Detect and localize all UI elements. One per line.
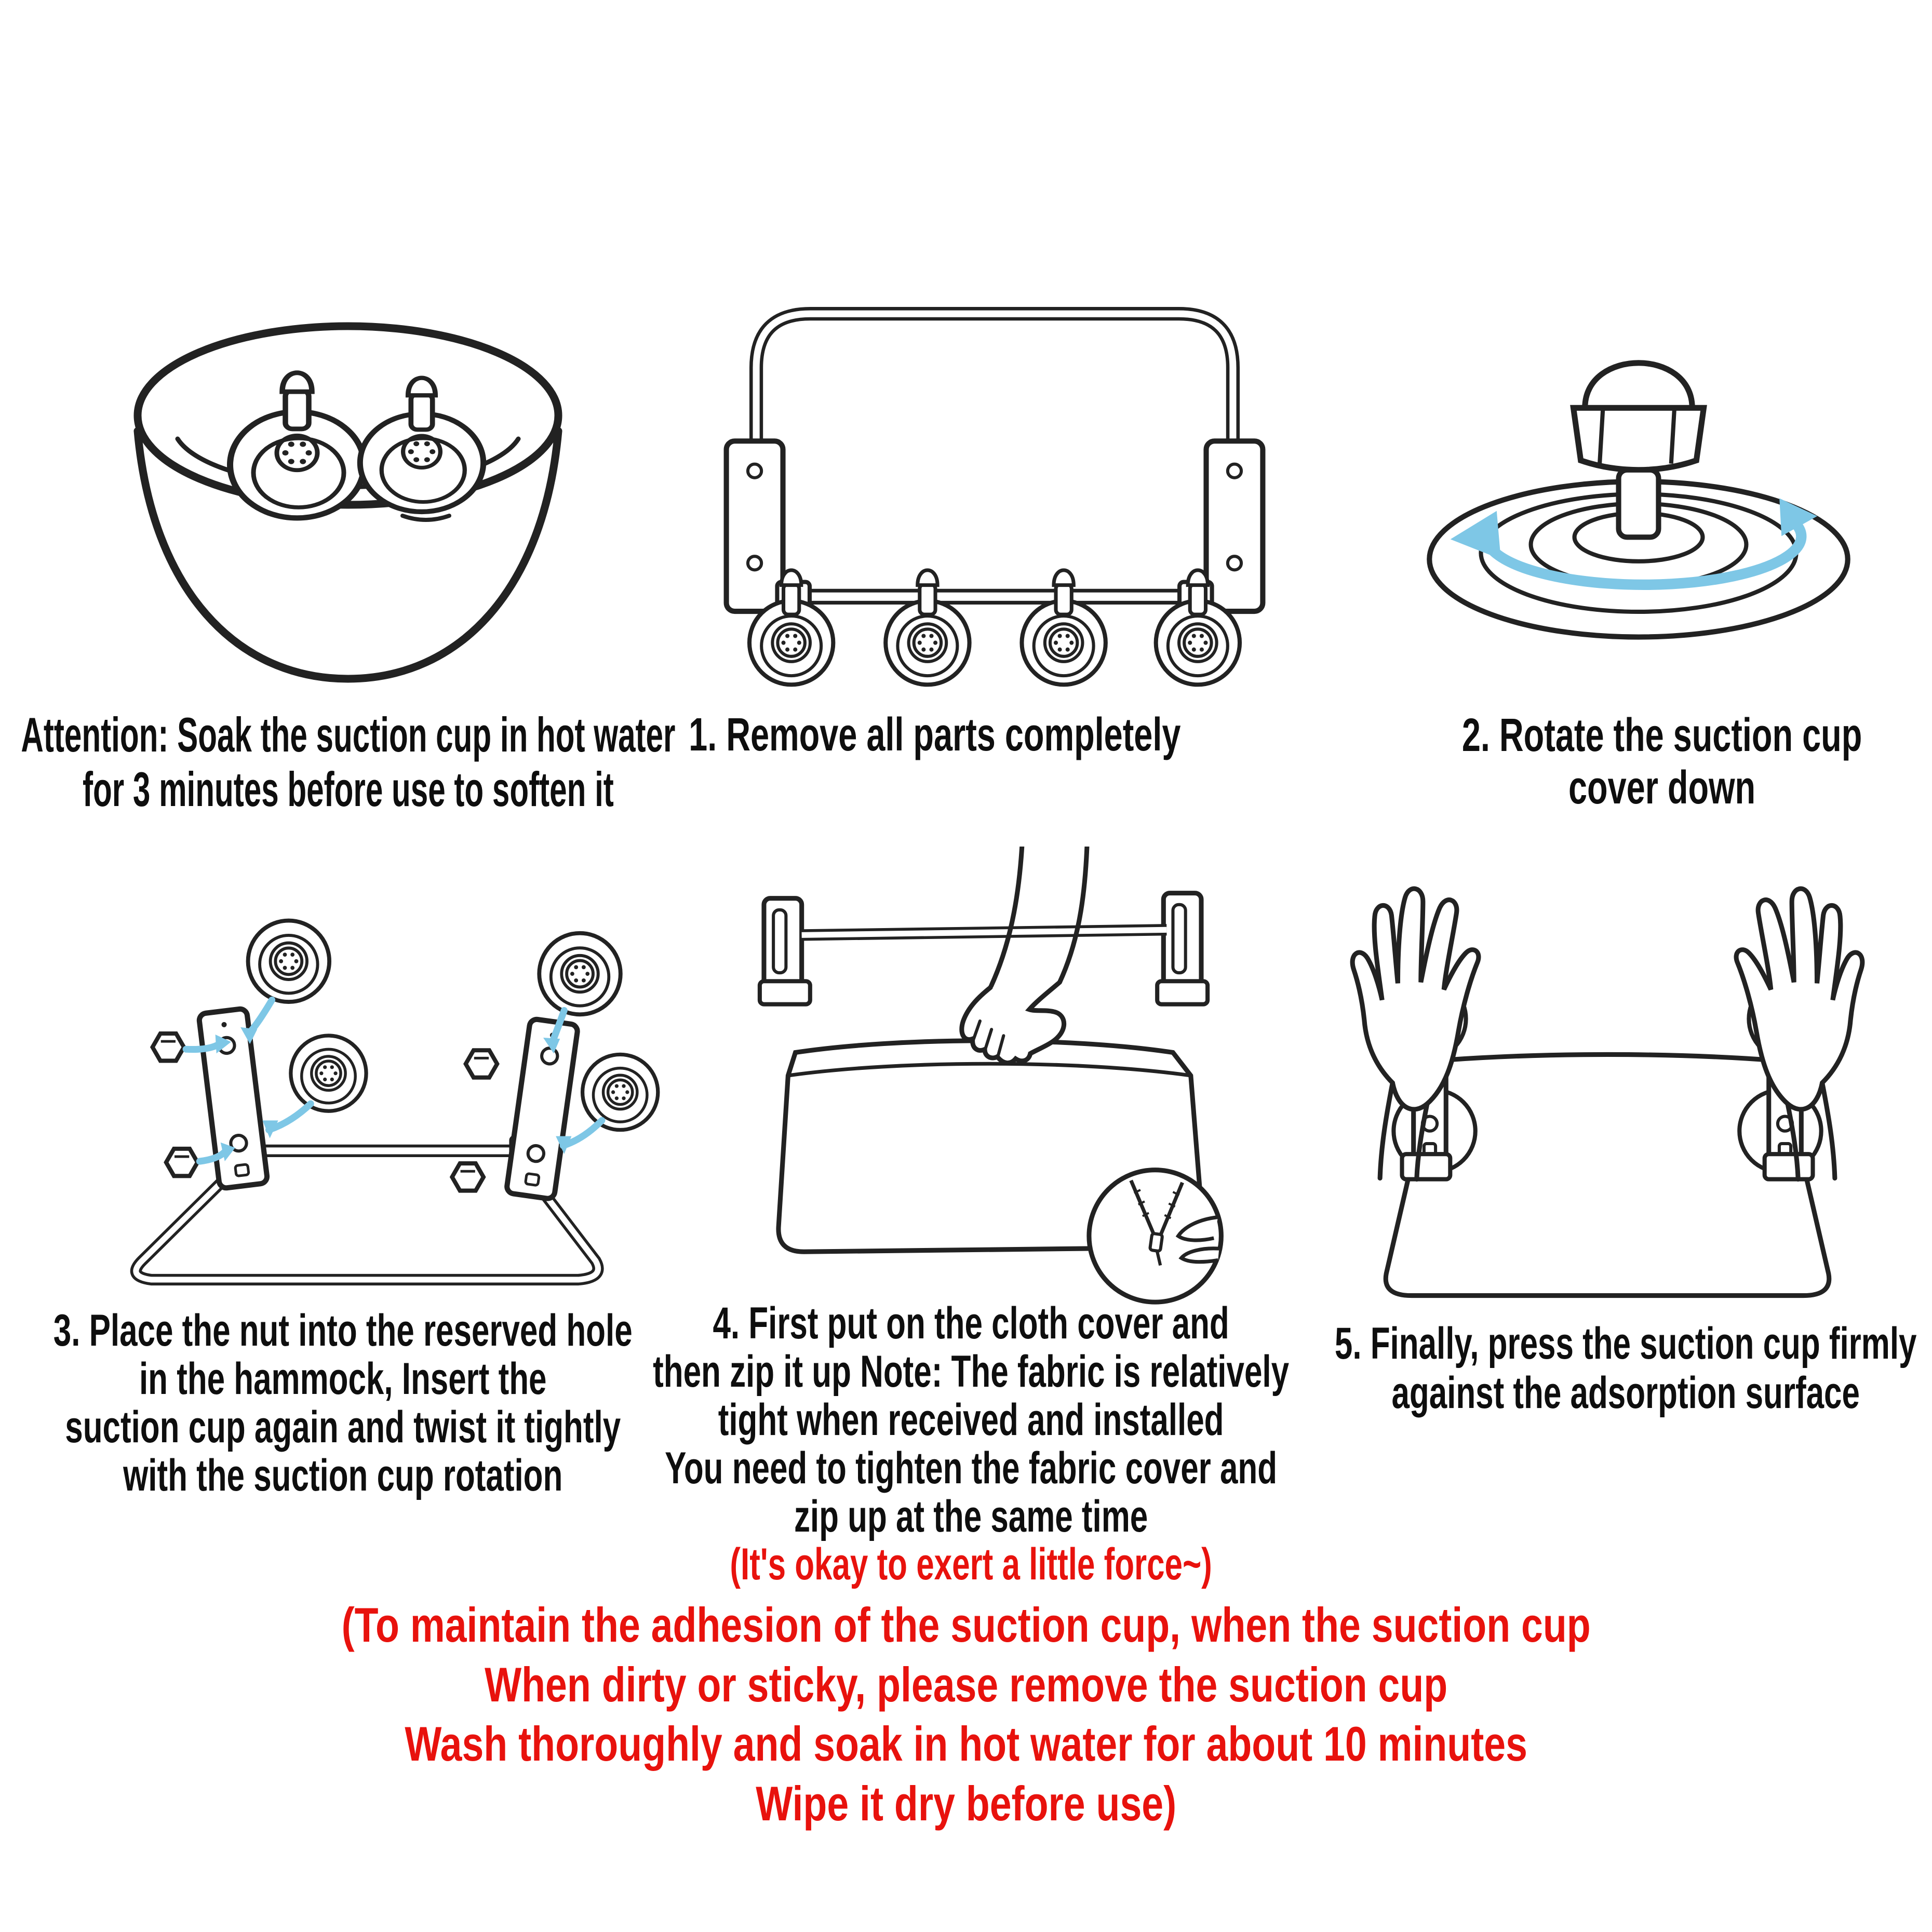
step5-caption <box>1330 1319 1922 1417</box>
caption-line: You need to tighten the fabric cover and <box>665 1443 1278 1493</box>
caption-line: tight when received and installed <box>718 1394 1224 1445</box>
footer-line: Wipe it dry before use) <box>756 1776 1176 1831</box>
footer-line: When dirty or sticky, please remove the suction cup <box>484 1657 1448 1712</box>
footer-line: Wash thoroughly and soak in hot water for about 10 minutes <box>405 1716 1527 1772</box>
caption-line: suction cup again and twist it tightly <box>65 1402 621 1452</box>
press-suction-illustration <box>1314 857 1901 1314</box>
caption-line: 3. Place the nut into the reserved hole <box>53 1306 633 1356</box>
caption-line: 2. Rotate the suction cup <box>1461 709 1862 761</box>
cloth-cover-illustration <box>712 847 1257 1309</box>
caption-line-red: (It's okay to exert a little force~) <box>730 1539 1213 1590</box>
caption-line: against the adsorption surface <box>1391 1367 1860 1418</box>
caption-line: with the suction cup rotation <box>123 1450 563 1500</box>
caption-line: 5. Finally, press the suction cup firmly <box>1334 1319 1917 1369</box>
maintenance-note <box>161 1595 1771 1834</box>
rotate-cup-figure <box>1418 296 1859 665</box>
nut-suction-cup-illustration <box>1418 296 1859 665</box>
step3-caption <box>47 1307 639 1500</box>
caption-line: cover down <box>1568 761 1756 814</box>
parts-figure <box>691 275 1298 696</box>
step4-caption <box>653 1298 1290 1590</box>
caption-line: then zip it up Note: The fabric is relatively <box>653 1346 1290 1397</box>
attention-line: Attention: Soak the suction cup in hot water <box>20 707 676 762</box>
step2-caption <box>1423 709 1901 814</box>
bowl-illustration <box>114 306 582 706</box>
assembly-figure <box>52 878 670 1314</box>
caption-line: zip up at the same time <box>794 1491 1148 1541</box>
frame-parts-illustration <box>691 275 1298 696</box>
cloth-cover-figure <box>712 847 1257 1309</box>
soak-bowl-figure <box>114 306 582 706</box>
step1-caption <box>691 709 1179 761</box>
attention-note <box>10 707 686 817</box>
assembly-illustration <box>52 878 670 1314</box>
press-cup-figure <box>1314 857 1901 1314</box>
caption-line: 4. First put on the cloth cover and <box>713 1298 1230 1348</box>
footer-line: (To maintain the adhesion of the suction cup, when the suction cup <box>341 1598 1591 1652</box>
caption-line: 1. Remove all parts completely <box>689 709 1181 761</box>
attention-line: for 3 minutes before use to soften it <box>82 762 614 817</box>
caption-line: in the hammock, Insert the <box>139 1353 547 1404</box>
zipper-inset <box>1089 1170 1221 1302</box>
